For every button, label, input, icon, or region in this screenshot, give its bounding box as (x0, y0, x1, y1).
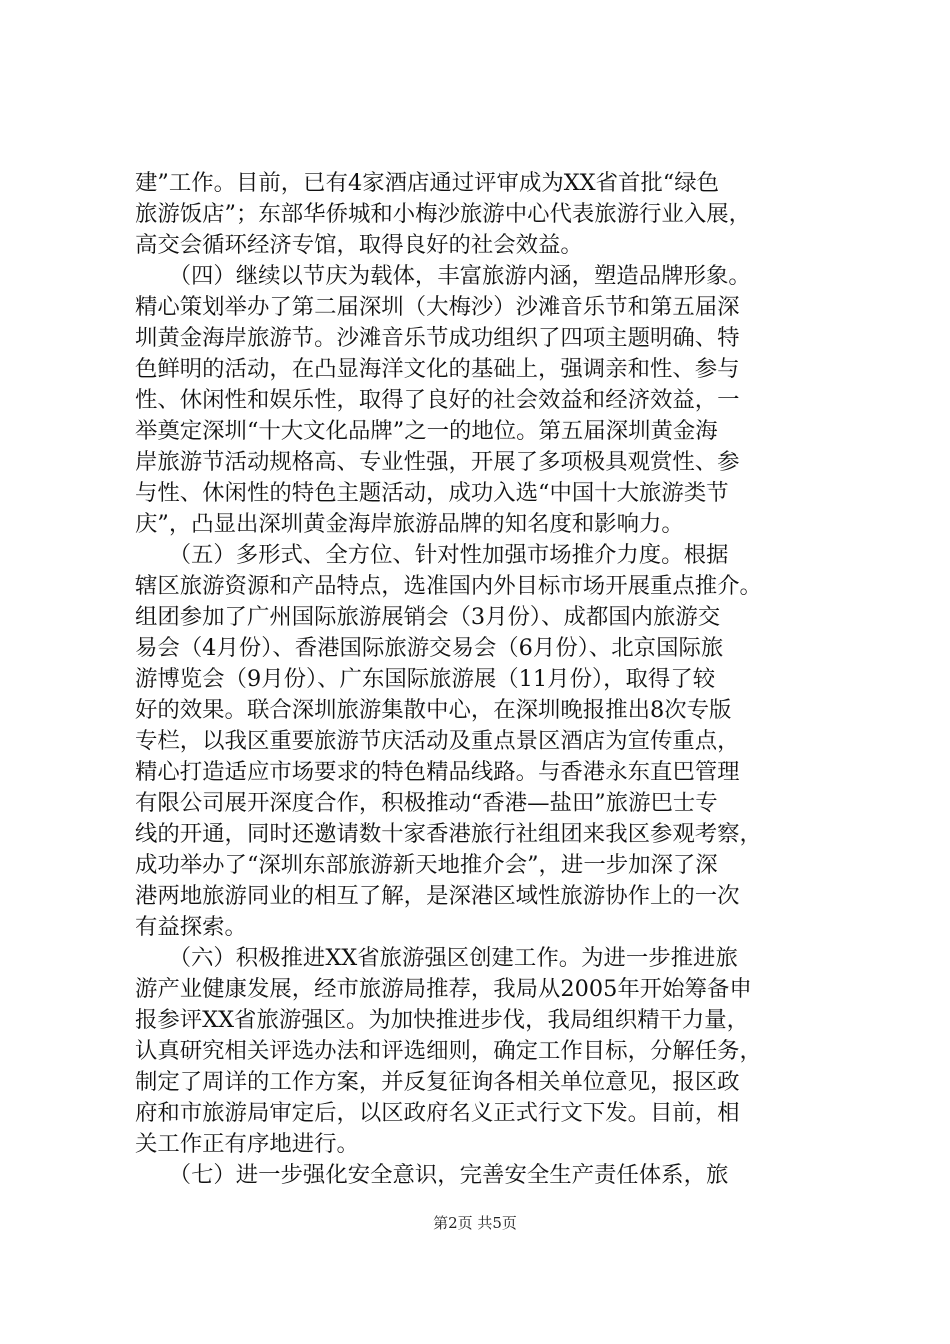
text-line: 建”工作。目前，已有4家酒店通过评审成为XX省首批“绿色 (135, 170, 720, 196)
text-line: 组团参加了广州国际旅游展销会（3月份）、成都国内旅游交 (135, 604, 721, 630)
text-line: 府和市旅游局审定后，以区政府名义正式行文下发。目前，相 (135, 1100, 740, 1126)
text-line: 制定了周详的工作方案，并反复征询各相关单位意见，报区政 (135, 1069, 740, 1095)
text-line: 好的效果。联合深圳旅游集散中心，在深圳晚报推出8次专版 (135, 697, 732, 723)
text-line: 游产业健康发展，经市旅游局推荐，我局从2005年开始筹备申 (135, 976, 752, 1002)
text-line: 精心打造适应市场要求的特色精品线路。与香港永东直巴管理 (135, 759, 740, 785)
text-line: （七）进一步强化安全意识，完善安全生产责任体系，旅 (135, 1162, 729, 1188)
text-line: 精心策划举办了第二届深圳（大梅沙）沙滩音乐节和第五届深 (135, 294, 740, 320)
text-line: 成功举办了“深圳东部旅游新天地推介会”，进一步加深了深 (135, 852, 718, 878)
text-line: 有益探索。 (135, 914, 247, 940)
text-line: 有限公司展开深度合作，积极推动“香港—盐田”旅游巴士专 (135, 790, 718, 816)
text-line: 线的开通，同时还邀请数十家香港旅行社组团来我区参观考察， (135, 821, 762, 847)
text-line: 圳黄金海岸旅游节。沙滩音乐节成功组织了四项主题明确、特 (135, 325, 740, 351)
text-line: 辖区旅游资源和产品特点，选准国内外目标市场开展重点推介。 (135, 573, 762, 599)
text-line: 关工作正有序地进行。 (135, 1131, 359, 1157)
text-line: 专栏，以我区重要旅游节庆活动及重点景区酒店为宣传重点， (135, 728, 740, 754)
text-line: 易会（4月份）、香港国际旅游交易会（6月份）、北京国际旅 (135, 635, 724, 661)
text-line: 与性、休闲性的特色主题活动，成功入选“中国十大旅游类节 (135, 480, 729, 506)
text-line: （四）继续以节庆为载体，丰富旅游内涵，塑造品牌形象。 (135, 263, 751, 289)
text-line: 色鲜明的活动，在凸显海洋文化的基础上，强调亲和性、参与 (135, 356, 740, 382)
text-line: 庆”，凸显出深圳黄金海岸旅游品牌的知名度和影响力。 (135, 511, 684, 537)
text-line: （五）多形式、全方位、针对性加强市场推介力度。根据 (135, 542, 729, 568)
text-line: 岸旅游节活动规格高、专业性强，开展了多项极具观赏性、参 (135, 449, 740, 475)
text-line: 报参评XX省旅游强区。为加快推进步伐，我局组织精干力量， (135, 1007, 750, 1033)
body-text (135, 168, 825, 1191)
text-line: （六）积极推进XX省旅游强区创建工作。为进一步推进旅 (135, 945, 738, 971)
text-line: 性、休闲性和娱乐性，取得了良好的社会效益和经济效益，一 (135, 387, 740, 413)
text-line: 游博览会（9月份）、广东国际旅游展（11月份），取得了较 (135, 666, 716, 692)
text-line: 港两地旅游同业的相互了解，是深港区域性旅游协作上的一次 (135, 883, 740, 909)
text-line: 举奠定深圳“十大文化品牌”之一的地位。第五届深圳黄金海 (135, 418, 718, 444)
text-line: 旅游饭店”；东部华侨城和小梅沙旅游中心代表旅游行业入展， (135, 201, 751, 227)
text-line: 认真研究相关评选办法和评选细则，确定工作目标，分解任务， (135, 1038, 762, 1064)
page-footer: 第2页 共5页 (433, 1214, 517, 1232)
text-line: 高交会循环经济专馆，取得良好的社会效益。 (135, 232, 583, 258)
